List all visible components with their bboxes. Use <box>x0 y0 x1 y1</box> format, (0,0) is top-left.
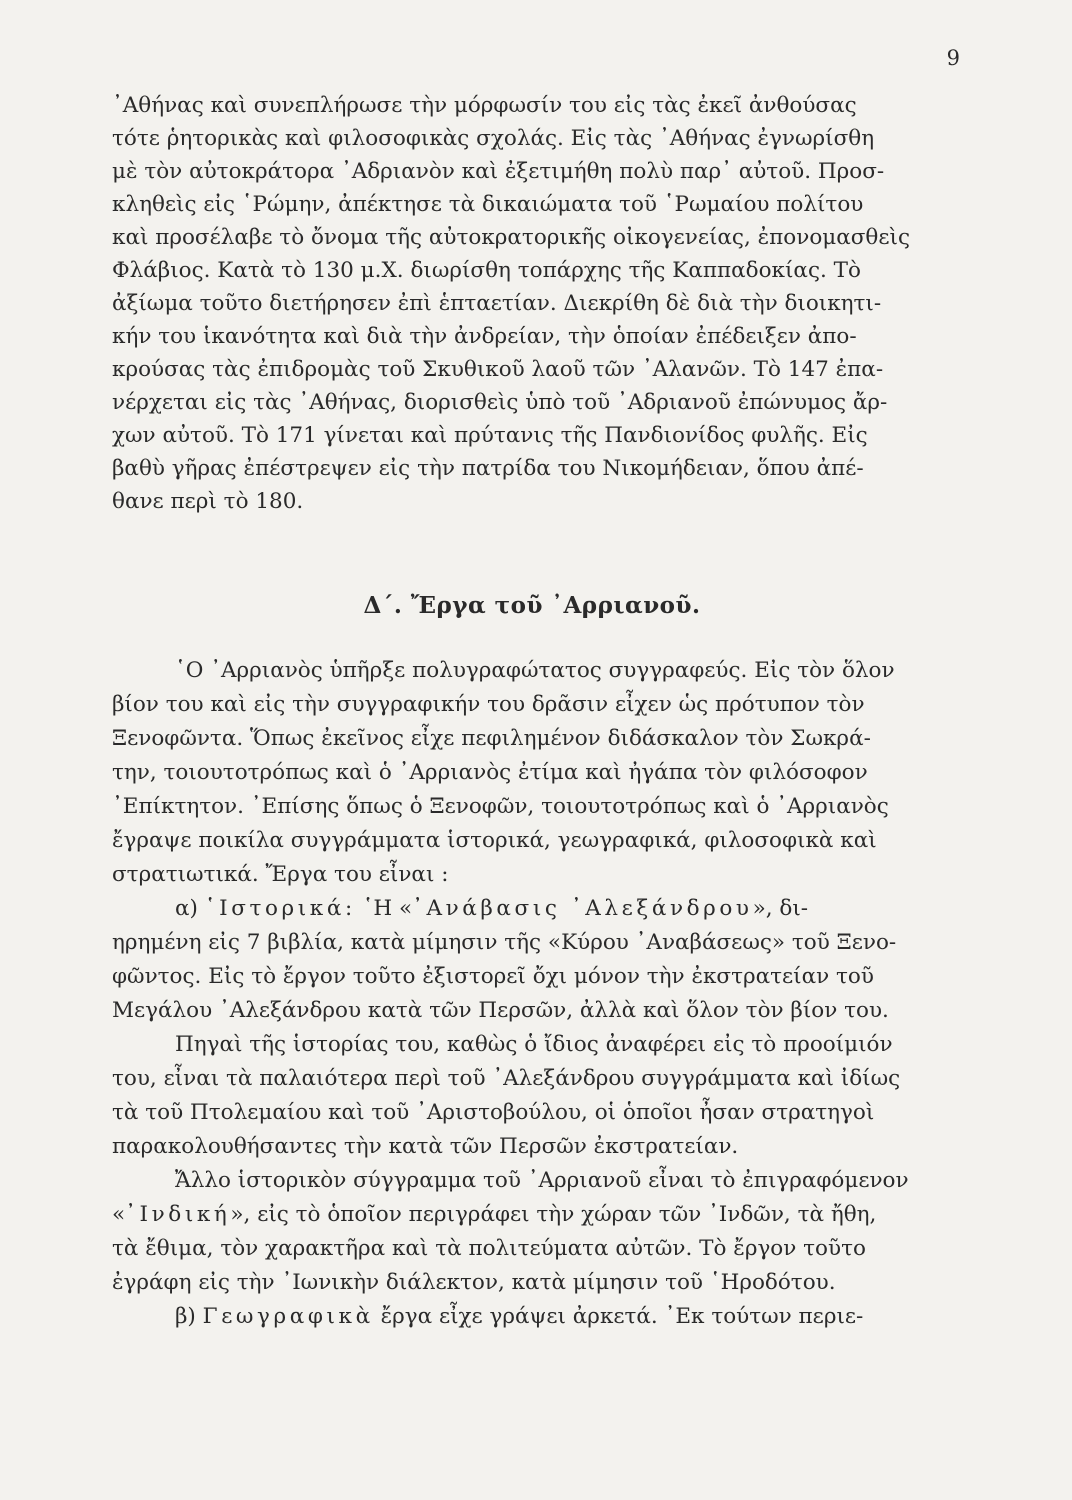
text-line <box>175 1301 952 1332</box>
text-line: βαθὺ γῆρας ἐπέστρεψεν εἰς τὴν πατρίδα του Νικομήδειαν, ὅπου ἀπέ- <box>112 456 864 481</box>
text-line: κληθεὶς εἰς ῾Ρώμην, ἀπέκτησε τὰ δικαιώματα τοῦ ῾Ρωμαίου πολίτου <box>112 192 864 217</box>
quote-open: « <box>112 1202 126 1227</box>
quote-open: ῾Η « <box>362 896 413 921</box>
text-line: παρακολουθήσαντες τὴν κατὰ τῶν Περσῶν ἐκστρατείαν. <box>112 1134 739 1159</box>
text-line: μὲ τὸν αὐτοκράτορα ᾿Αδριανὸν καὶ ἐξετιμήθη πολὺ παρ᾿ αὐτοῦ. Προσ- <box>112 159 885 184</box>
text-line: ηρημένη εἰς 7 βιβλία, κατὰ μίμησιν τῆς «Κύρου ᾿Αναβάσεως» τοῦ Ξενο- <box>112 930 897 955</box>
text-line: καὶ προσέλαβε τὸ ὄνομα τῆς αὐτοκρατορικῆς οἰκογενείας, ἐπονομασθεὶς <box>112 225 910 250</box>
text-line: βίον του καὶ εἰς τὴν συγγραφικήν του δρᾶσιν εἶχεν ὡς πρότυπον τὸν <box>112 692 865 717</box>
text-line: ᾿Αθήνας καὶ συνεπλήρωσε τὴν μόρφωσίν του εἰς τὰς ἐκεῖ ἀνθούσας <box>112 93 857 118</box>
text-line: νέρχεται εἰς τὰς ᾿Αθήνας, διορισθεὶς ὑπὸ τοῦ ᾿Αδριανοῦ ἐπώνυμος ἄρ- <box>112 390 888 415</box>
text-line: Ξενοφῶντα. Ὅπως ἐκεῖνος εἶχε πεφιλημένον διδάσκαλον τὸν Σωκρά- <box>112 726 871 751</box>
text-line: ἔγραψε ποικίλα συγγράμματα ἱστορικά, γεωγραφικά, φιλοσοφικὰ καὶ <box>112 828 877 853</box>
text-line: στρατιωτικά. Ἔργα του εἶναι : <box>112 862 449 887</box>
text-line: Ἄλλο ἱστορικὸν σύγγραμμα τοῦ ᾿Αρριανοῦ εἶναι τὸ ἐπιγραφόμενον <box>175 1168 909 1193</box>
text-line: ἐγράφη εἰς τὴν ᾿Ιωνικὴν διάλεκτον, κατὰ μίμησιν τοῦ ῾Ηροδότου. <box>112 1270 836 1295</box>
text-line: τὰ ἔθιμα, τὸν χαρακτῆρα καὶ τὰ πολιτεύματα αὐτῶν. Τὸ ἔργον τοῦτο <box>112 1236 866 1261</box>
section-heading: Δ΄. Ἔργα τοῦ ᾿Αρριανοῦ. <box>363 592 701 619</box>
text-line: φῶντος. Εἰς τὸ ἔργον τοῦτο ἐξιστορεῖ ὄχι μόνον τὴν ἐκστρατείαν τοῦ <box>112 964 874 989</box>
text-line: του, εἶναι τὰ παλαιότερα περὶ τοῦ ᾿Αλεξάνδρου συγγράμματα καὶ ἰδίως <box>112 1066 901 1091</box>
text-line: Μεγάλου ᾿Αλεξάνδρου κατὰ τῶν Περσῶν, ἀλλὰ καὶ ὅλον τὸν βίον του. <box>112 998 889 1023</box>
line-rest: », εἰς τὸ ὁποῖον περιγράφει τὴν χώραν τῶν ᾿Ινδῶν, τὰ ἤθη, <box>230 1202 877 1227</box>
quote-close: », δι- <box>752 896 809 921</box>
text-line: τότε ῥητορικὰς καὶ φιλοσοφικὰς σχολάς. Εἰς τὰς ᾿Αθήνας ἐγνωρίσθη <box>112 126 875 151</box>
text-line: Φλάβιος. Κατὰ τὸ 130 μ.Χ. διωρίσθη τοπάρχης τῆς Καππαδοκίας. Τὸ <box>112 258 861 283</box>
category-label: ῾Ιστορικά: <box>204 896 356 921</box>
text-line: ἀξίωμα τοῦτο διετήρησεν ἐπὶ ἑπταετίαν. Διεκρίθη δὲ διὰ τὴν διοικητι- <box>112 291 882 316</box>
category-label: Γεωγραφικὰ <box>202 1304 374 1329</box>
text-line: κήν του ἱκανότητα καὶ διὰ τὴν ἀνδρείαν, τὴν ὁποίαν ἐπέδειξεν ἀπο- <box>112 324 857 349</box>
text-line: την, τοιουτοτρόπως καὶ ὁ ᾿Αρριανὸς ἐτίμα καὶ ἠγάπα τὸν φιλόσοφον <box>112 760 868 785</box>
text-line: κρούσας τὰς ἐπιδρομὰς τοῦ Σκυθικοῦ λαοῦ τῶν ᾿Αλανῶν. Τὸ 147 ἐπα- <box>112 357 884 382</box>
text-line: ῾Ο ᾿Αρριανὸς ὑπῆρξε πολυγραφώτατος συγγραφεύς. Εἰς τὸν ὅλον <box>175 658 895 683</box>
list-marker: β) <box>175 1304 196 1329</box>
text-line: χων αὐτοῦ. Τὸ 171 γίνεται καὶ πρύτανις τῆς Πανδιονίδος φυλῆς. Εἰς <box>112 423 868 448</box>
text-line <box>175 893 952 924</box>
list-marker: α) <box>175 896 198 921</box>
text-line: Πηγαὶ τῆς ἱστορίας του, καθὼς ὁ ἴδιος ἀναφέρει εἰς τὸ προοίμιόν <box>175 1032 893 1057</box>
text-line: θανε περὶ τὸ 180. <box>112 489 304 514</box>
text-line: τὰ τοῦ Πτολεμαίου καὶ τοῦ ᾿Αριστοβούλου, οἱ ὁποῖοι ἦσαν στρατηγοὶ <box>112 1100 875 1125</box>
text-line <box>112 1199 952 1230</box>
work-title: ᾿Ινδική <box>125 1202 231 1227</box>
work-title: ᾿Ανάβασις ᾿Αλεξάνδρου <box>412 896 753 921</box>
page-number: 9 <box>946 46 960 70</box>
text-line: ᾿Επίκτητον. ᾿Επίσης ὅπως ὁ Ξενοφῶν, τοιουτοτρόπως καὶ ὁ ᾿Αρριανὸς <box>112 794 889 819</box>
line-rest: ἔργα εἶχε γράψει ἀρκετά. ᾿Εκ τούτων περιε- <box>380 1304 864 1329</box>
